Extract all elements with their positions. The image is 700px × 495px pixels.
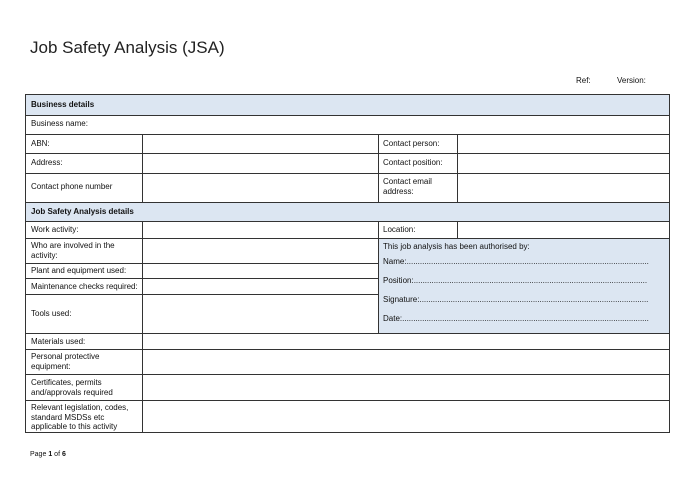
ppe-label: Personal protective equipment: [31,352,100,371]
contact-person-field[interactable] [458,135,669,153]
involved-field[interactable] [143,239,378,263]
authorisation-position-line[interactable]: Position:......................................................................................................... [383,276,648,285]
contact-position-field[interactable] [458,154,669,173]
page-title: Job Safety Analysis (JSA) [30,38,225,57]
authorisation-signature-label: Signature: [383,295,420,304]
of-word: of [54,451,61,458]
business-name-label: Business name: [31,119,88,128]
contact-email-field[interactable] [458,174,669,202]
business-section-title: Business details [31,100,95,109]
contact-phone-label: Contact phone number [31,182,113,191]
contact-email-label: Contact email address: [383,177,432,196]
tools-used-label: Tools used: [31,309,72,318]
jsa-form-table [25,94,670,433]
contact-phone-field[interactable] [143,174,378,202]
authorisation-heading: This job analysis has been authorised by: [383,242,530,251]
authorisation-name-label: Name: [383,257,407,266]
abn-label: ABN: [31,139,50,148]
authorisation-name-line[interactable]: Name:............................................................................................................. [383,257,649,266]
business-name-field[interactable] [106,116,669,134]
tools-used-field[interactable] [143,295,378,333]
jsa-section-title: Job Safety Analysis details [31,207,134,216]
certificates-field[interactable] [143,375,669,400]
page-footer [30,451,66,458]
contact-person-label: Contact person: [383,139,440,148]
ppe-field[interactable] [143,350,669,374]
page-total: 6 [61,451,66,458]
materials-used-label: Materials used: [31,337,86,346]
maintenance-checks-field[interactable] [143,279,378,294]
authorisation-date-label: Date: [383,314,403,323]
location-field[interactable] [458,222,669,238]
authorisation-signature-line[interactable]: Signature:....................................................................................................... [383,295,649,304]
involved-label: Who are involved in the activity: [31,241,115,260]
address-field[interactable] [143,154,378,173]
plant-equipment-label: Plant and equipment used: [31,266,127,275]
materials-used-field[interactable] [143,334,669,349]
plant-equipment-field[interactable] [143,264,378,278]
address-label: Address: [31,158,63,167]
authorisation-date-line[interactable]: Date:............................................................................................................... [383,314,649,323]
business-section-header [26,95,669,115]
page-current: 1 [48,451,53,458]
authorisation-position-label: Position: [383,276,414,285]
location-label: Location: [383,225,416,234]
legislation-field[interactable] [143,401,669,432]
work-activity-field[interactable] [143,222,378,238]
work-activity-label: Work activity: [31,225,79,234]
certificates-label: Certificates, permits and/approvals required [31,378,113,397]
contact-position-label: Contact position: [383,158,443,167]
version-label: Version: [617,76,646,85]
ref-label: Ref: [576,76,591,85]
page-word: Page [30,451,47,458]
abn-field[interactable] [143,135,378,153]
legislation-label: Relevant legislation, codes, standard MSDSs etc applicable to this activity [31,403,129,431]
maintenance-checks-label: Maintenance checks required: [31,282,138,291]
